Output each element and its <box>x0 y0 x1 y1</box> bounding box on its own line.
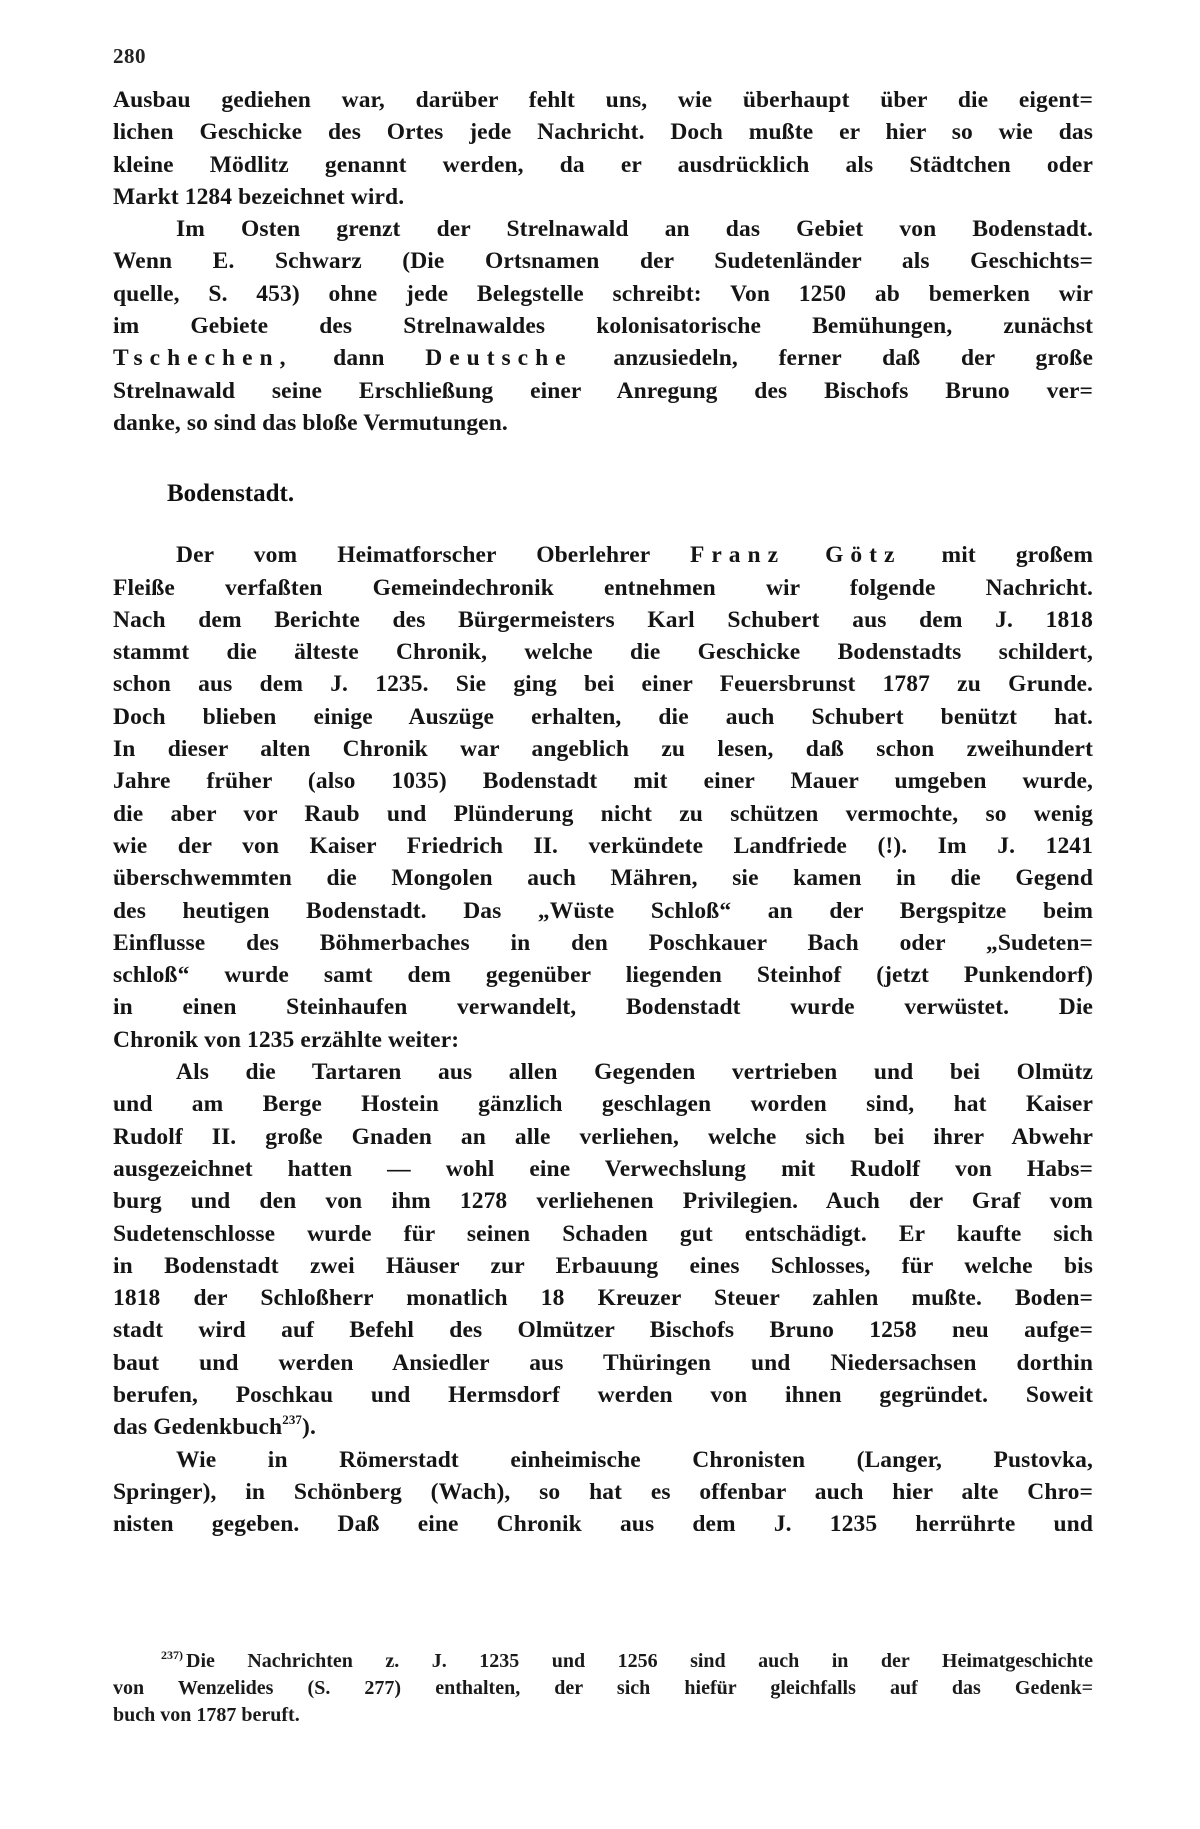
text-line: die aber vor Raub und Plünderung nicht zu schützen vermochte, so wenig <box>113 800 1093 827</box>
text-line: Markt 1284 bezeichnet wird. <box>113 183 405 210</box>
text-line-spaced <box>113 539 1093 571</box>
text-fragment: dann <box>333 345 385 372</box>
text-line: Als die Tartaren aus allen Gegenden vertrieben und bei Olmütz <box>176 1059 1093 1086</box>
text-line: quelle, S. 453) ohne jede Belegstelle schreibt: Von 1250 ab bemerken wir <box>113 280 1093 307</box>
spaced-word: Tschechen, <box>113 345 293 372</box>
text-line: überschwemmten die Mongolen auch Mähren, sie kamen in die Gegend <box>113 865 1093 892</box>
text-line: stammt die älteste Chronik, welche die Geschicke Bodenstadts schildert, <box>113 639 1093 666</box>
text-fragment: Der vom Heimatforscher Oberlehrer <box>176 542 650 569</box>
text-line: Chronik von 1235 erzählte weiter: <box>113 1026 460 1053</box>
text-line: stadt wird auf Befehl des Olmützer Bischofs Bruno 1258 neu aufge= <box>113 1317 1093 1344</box>
text-line: Rudolf II. große Gnaden an alle verliehen, welche sich bei ihrer Abwehr <box>113 1123 1093 1150</box>
text-fragment: anzusiedeln, ferner daß der große <box>613 345 1093 372</box>
text-line: wie der von Kaiser Friedrich II. verkündete Landfriede (!). Im J. 1241 <box>113 832 1093 859</box>
text-line: burg und den von ihm 1278 verliehenen Privilegien. Auch der Graf vom <box>113 1188 1093 1215</box>
text-line: berufen, Poschkau und Hermsdorf werden von ihnen gegründet. Soweit <box>113 1381 1093 1408</box>
text-line: Springer), in Schönberg (Wach), so hat es offenbar auch hier alte Chro= <box>113 1478 1093 1505</box>
text-line: Strelnawald seine Erschließung einer Anregung des Bischofs Bruno ver= <box>113 377 1093 404</box>
text-line: 1818 der Schloßherr monatlich 18 Kreuzer Steuer zahlen mußte. Boden= <box>113 1285 1093 1312</box>
footnote-reference[interactable]: 237 <box>282 1412 303 1428</box>
footnote-237 <box>113 1648 1093 1729</box>
text-line: Einflusse des Böhmerbaches in den Poschkauer Bach oder „Sudeten= <box>113 929 1093 956</box>
text-line: in einen Steinhaufen verwandelt, Bodenstadt wurde verwüstet. Die <box>113 994 1093 1021</box>
text-fragment: das Gedenkbuch <box>113 1414 283 1441</box>
footnotes <box>113 1648 1093 1729</box>
spaced-name: Franz <box>689 542 786 569</box>
text-line: schloß“ wurde samt dem gegenüber liegenden Steinhof (jetzt Punkendorf) <box>113 962 1093 989</box>
spaced-word: Deutsche <box>425 345 573 372</box>
footnote-line <box>113 1648 1093 1675</box>
text-line: Nach dem Berichte des Bürgermeisters Karl Schubert aus dem J. 1818 <box>113 606 1093 633</box>
footnote-marker: 237) <box>161 1648 183 1662</box>
text-fragment: Die Nachrichten z. J. 1235 und 1256 sind auch in der Heimatgeschichte <box>186 1650 1093 1672</box>
text-line-spaced <box>113 342 1093 374</box>
text-line: baut und werden Ansiedler aus Thüringen und Niedersachsen dorthin <box>113 1349 1093 1376</box>
footnote-line: buch von 1787 beruft. <box>113 1704 300 1726</box>
body-text <box>113 84 1093 1540</box>
footnote-line: von Wenzelides (S. 277) enthalten, der sich hiefür gleichfalls auf das Gedenk= <box>113 1677 1093 1699</box>
paragraph-continuation <box>113 84 1093 213</box>
text-line: nisten gegeben. Daß eine Chronik aus dem J. 1235 herrührte und <box>113 1511 1093 1538</box>
paragraph-chronicle-quote <box>113 1056 1093 1444</box>
spaced-name: Götz <box>825 542 902 569</box>
text-line: in Bodenstadt zwei Häuser zur Erbauung eines Schlosses, für welche bis <box>113 1252 1093 1279</box>
text-line: lichen Geschicke des Ortes jede Nachricht. Doch mußte er hier so wie das <box>113 119 1093 146</box>
text-line: Doch blieben einige Auszüge erhalten, die auch Schubert benützt hat. <box>113 703 1093 730</box>
text-line: und am Berge Hostein gänzlich geschlagen worden sind, hat Kaiser <box>113 1091 1093 1118</box>
text-line: des heutigen Bodenstadt. Das „Wüste Schloß“ an der Bergspitze beim <box>113 897 1093 924</box>
text-line: Wenn E. Schwarz (Die Ortsnamen der Sudetenländer als Geschichts= <box>113 248 1093 275</box>
text-line: Jahre früher (also 1035) Bodenstadt mit einer Mauer umgeben wurde, <box>113 768 1093 795</box>
text-line: Sudetenschlosse wurde für seinen Schaden gut entschädigt. Er kaufte sich <box>113 1220 1093 1247</box>
text-line-with-footnote <box>113 1411 1093 1443</box>
text-line: In dieser alten Chronik war angeblich zu lesen, daß schon zweihundert <box>113 736 1093 763</box>
text-line: Fleiße verfaßten Gemeindechronik entnehmen wir folgende Nachricht. <box>113 574 1093 601</box>
text-line: ausgezeichnet hatten — wohl eine Verwechslung mit Rudolf von Habs= <box>113 1155 1093 1182</box>
paragraph-strelnawald <box>113 213 1093 439</box>
text-line: schon aus dem J. 1235. Sie ging bei einer Feuersbrunst 1787 zu Grunde. <box>113 671 1093 698</box>
text-line: Wie in Römerstadt einheimische Chronisten (Langer, Pustovka, <box>176 1446 1093 1473</box>
page-number: 280 <box>113 44 146 68</box>
text-line: kleine Mödlitz genannt werden, da er ausdrücklich als Städtchen oder <box>113 151 1093 178</box>
text-line: Im Osten grenzt der Strelnawald an das Gebiet von Bodenstadt. <box>176 216 1093 243</box>
paragraph-chronists <box>113 1444 1093 1541</box>
text-fragment: ). <box>302 1414 316 1441</box>
text-line: danke, so sind das bloße Vermutungen. <box>113 409 508 436</box>
paragraph-chronicle <box>113 539 1093 1056</box>
text-fragment: mit großem <box>941 542 1094 569</box>
text-line: Ausbau gediehen war, darüber fehlt uns, wie überhaupt über die eigent= <box>113 87 1093 113</box>
section-heading: Bodenstadt. <box>167 480 295 508</box>
text-line: im Gebiete des Strelnawaldes kolonisatorische Bemühungen, zunächst <box>113 313 1093 340</box>
